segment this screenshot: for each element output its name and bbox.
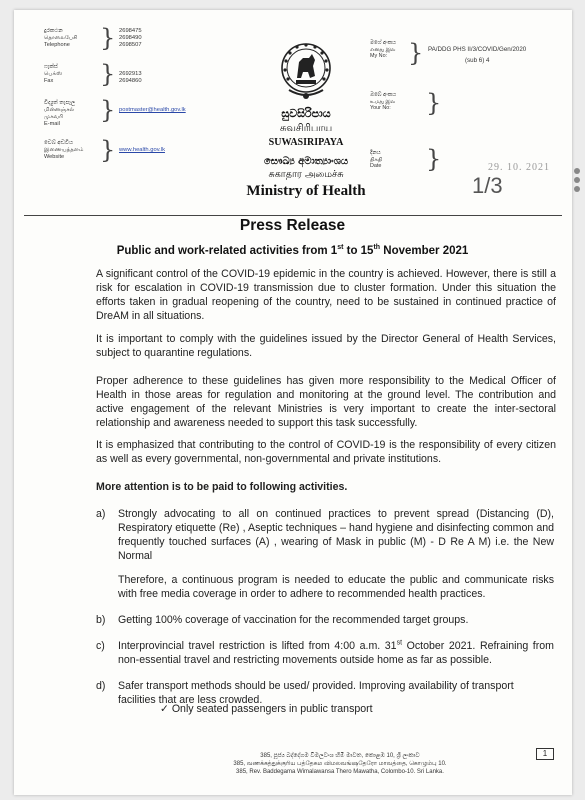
page-title: Press Release — [239, 217, 346, 234]
fax-value: 2692913 — [119, 71, 142, 77]
brace-icon: } — [426, 89, 442, 117]
list-marker: d) — [96, 680, 106, 692]
ministry-tamil: சுகாதார அமைச்சு — [268, 169, 344, 180]
page-number-box: 1 — [536, 748, 554, 760]
footer-address — [190, 752, 490, 776]
brace-icon: } — [100, 136, 116, 164]
list-marker: c) — [96, 640, 105, 652]
telephone-value: 2698475 — [119, 28, 142, 34]
fax-value: 2694860 — [119, 78, 142, 84]
paragraph: It is emphasized that contributing to the control of COVID-19 is the responsibility of every citizen as well as every governmental, non-governmental and private institutions. — [96, 439, 556, 465]
website-label-si: වෙබ් අඩවිය — [44, 140, 74, 146]
telephone-label-si: දුරකථන — [44, 28, 63, 34]
email-link[interactable]: postmaster@health.gov.lk — [119, 107, 186, 113]
fax-label-ta: பெக்ஸ் — [44, 71, 63, 77]
list-item-text: Interprovincial travel restriction is lifted from 4:00 a.m. 31st October 2021. Refraining from non-essential travel and restricting movements outside home as far as possible. — [118, 639, 554, 666]
masthead — [236, 107, 376, 200]
list-item — [96, 613, 554, 627]
my-no-label: මගේ අංකය எனது இல My No: — [370, 40, 396, 60]
list-item-text: Therefore, a continuous program is needed to educate the public and communicate risks with free media coverage in order to adhere to recommended health practices. — [118, 574, 554, 600]
website-label-ta: இணையத்தளம் — [44, 147, 84, 153]
reference-number: PA/DDG PHS II/3/COVID/Gen/2020 — [428, 46, 527, 53]
brace-icon: } — [100, 96, 116, 124]
brace-icon: } — [100, 24, 116, 52]
paragraph: Proper adherence to these guidelines has given more responsibility to the Medical Officer of Health in those areas for regulation and monitoring at the ground level. The contribution and active engagement of the relevant Ministries is very important to create the inter-sectoral relationship and awareness needed to support this task successfully. — [96, 375, 556, 429]
fax-label-en: Fax — [44, 78, 54, 84]
footer-line-en: 385, Rev. Baddegama Wimalawansa Thero Mawatha, Colombo-10. Sri Lanka. — [236, 769, 444, 775]
your-no-label: ඔබේ අංකය உமது இல Your No: — [370, 92, 396, 112]
telephone-label-en: Telephone — [44, 42, 70, 48]
ministry-english: Ministry of Health — [246, 183, 366, 199]
brace-icon: } — [408, 39, 424, 67]
list-item — [96, 639, 554, 667]
page-subtitle: Public and work-related activities from 1st to 15th November 2021 — [116, 244, 469, 257]
checkmark-item: ✓ Only seated passengers in public transport — [160, 703, 373, 715]
email-label-en: E-mail — [44, 121, 60, 127]
footer-line-si: 385, පූජ්‍ය බද්දේගම විමලවංශ හිමි මාවත, කොළඹ 10, ශ්‍රී ලංකාව — [260, 753, 420, 759]
list-item — [96, 507, 554, 563]
paragraph: It is important to comply with the guidelines issued by the Director General of Health Services, subject to quarantine regulations. — [96, 333, 556, 359]
header-divider — [24, 215, 562, 216]
more-options-icon[interactable] — [574, 168, 585, 195]
fax-label-si: ෆැක්ස් — [44, 64, 58, 70]
website-link[interactable]: www.health.gov.lk — [119, 147, 165, 153]
brace-icon: } — [426, 145, 442, 173]
list-marker: b) — [96, 614, 106, 626]
list-item-extra — [118, 573, 554, 601]
brace-icon: } — [100, 60, 116, 88]
list-item-text: Strongly advocating to all on continued practices to prevent spread (Distancing (D), Respiratory etiquette (Re) , Aseptic techniques – hand hygiene and disinfecting common and frequently touched surfaces (A) , wearing of Mask in public (M) - D Re A M) i.e. the New Normal — [118, 508, 554, 562]
list-marker: a) — [96, 508, 106, 520]
email-label-si: විද්‍යුත් තැපෑල — [44, 100, 76, 106]
ministry-sinhala: සෞඛ්‍ය අමාත්‍යාංශය — [263, 156, 349, 167]
email-label-ta: மின்னஞ்சல் முகவரி — [44, 107, 75, 120]
website-label-en: Website — [44, 154, 65, 160]
section-heading: More attention is to be paid to following activities. — [96, 481, 348, 493]
masthead-tamil: சுவசிரிபாய — [279, 123, 333, 134]
masthead-sinhala: සුවසිරිපාය — [281, 107, 331, 120]
footer-line-ta: 385, வணக்கத்துக்குரிய பத்தேகம விமலவங்ஷதேரோ மாவத்தை, கொழும்பு 10. — [233, 761, 447, 767]
page-indicator: 1/3 — [472, 173, 503, 198]
reference-subnumber: (sub 6) 4 — [465, 57, 490, 64]
list-item-text: Safer transport methods should be used/ provided. Improving availability of transport facilities that are less crowded. — [118, 680, 514, 706]
telephone-label-ta: தொலைபேசி — [44, 35, 78, 41]
date-value: 29. 10. 2021 — [488, 162, 550, 173]
telephone-value: 2698507 — [119, 42, 142, 48]
masthead-english: SUWASIRIPAYA — [268, 137, 344, 148]
paragraph: A significant control of the COVID-19 epidemic in the country is achieved. However, there is still a risk for escalation in COVID-19 transmission due to cluster formation. Under this situation the efforts taken in gradual reopening of the country, need to be sustained in continued practice of DreAM in all situations. — [96, 268, 556, 322]
telephone-value: 2698490 — [119, 35, 142, 41]
date-label: දිනය திகதி Date — [370, 150, 383, 170]
national-emblem-icon — [279, 38, 333, 104]
list-item-text: Getting 100% coverage of vaccination for the recommended target groups. — [118, 614, 469, 626]
